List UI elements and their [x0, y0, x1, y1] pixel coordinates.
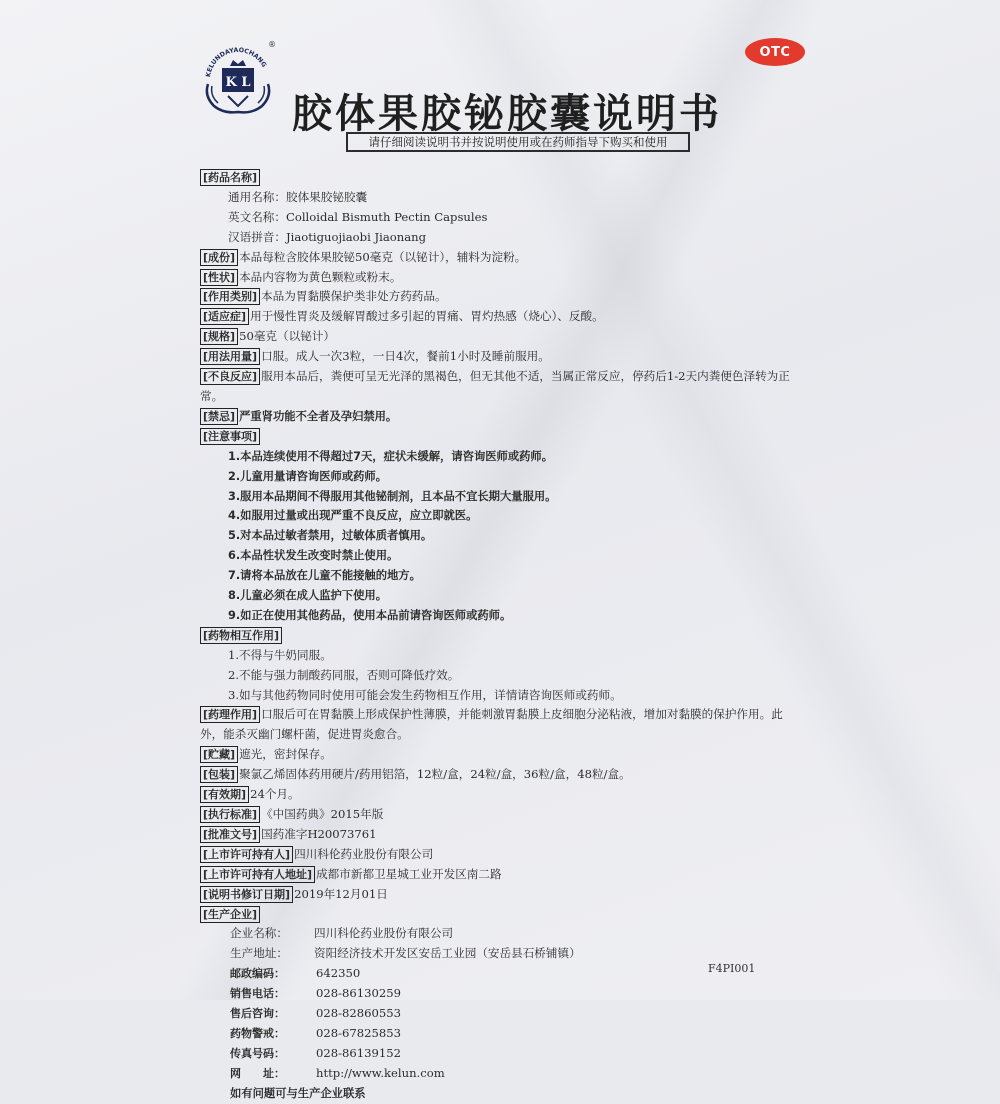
interactions-label: [药物相互作用]: [200, 627, 282, 644]
sales-tel: 028-86130259: [316, 986, 402, 1001]
holder-label: [上市许可持有人]: [200, 846, 293, 863]
interaction-item: 2.不能与强力制酸药同服，否则可降低疗效。: [228, 667, 460, 682]
production-address: 资阳经济技术开发区安岳工业园（安岳县石桥铺镇）: [314, 946, 581, 961]
adverse-label: [不良反应]: [200, 368, 260, 385]
holder-address-text: 成都市新都卫星城工业开发区南二路: [316, 866, 502, 881]
website-url: http://www.kelun.com: [316, 1065, 445, 1080]
generic-name-label: 通用名称：: [228, 189, 286, 204]
fax-number: 028-86139152: [316, 1045, 402, 1060]
indications-text: 用于慢性胃炎及缓解胃酸过多引起的胃痛、胃灼热感（烧心）、反酸。: [250, 309, 604, 324]
precaution-item: 1.本品连续使用不得超过7天，症状未缓解，请咨询医师或药师。: [228, 449, 554, 463]
company-name-label: 企业名称：: [230, 926, 288, 941]
sales-tel-label: 销售电话：: [230, 987, 285, 1001]
document-code: F4PI001: [708, 962, 756, 975]
approval-text: 国药准字H20073761: [261, 826, 377, 841]
validity-label: [有效期]: [200, 786, 249, 803]
english-name: Colloidal Bismuth Pectin Capsules: [285, 209, 488, 224]
adverse-text: 服用本品后，粪便可呈无光泽的黑褐色，但无其他不适，当属正常反应，停药后1-2天内粪便色泽转为正常。: [200, 369, 790, 403]
pinyin-name: Jiaotiguojiaobi Jiaonang: [285, 229, 426, 244]
pinyin-name-label: 汉语拼音：: [228, 229, 286, 244]
ingredients-text: 本品每粒含胶体果胶铋50毫克（以铋计），辅料为淀粉。: [239, 249, 527, 264]
contact-note: 如有问题可与生产企业联系: [230, 1086, 366, 1100]
postcode-label: 邮政编码：: [230, 967, 285, 981]
dosage-text: 口服。成人一次3粒，一日4次，餐前1小时及睡前服用。: [261, 349, 550, 364]
pharmacology-text: 口服后可在胃黏膜上形成保护性薄膜，并能刺激胃黏膜上皮细胞分泌粘液，增加对黏膜的保护作用。此外，能杀灭幽门螺杆菌，促进胃炎愈合。: [200, 707, 783, 742]
package-text: 聚氯乙烯固体药用硬片/药用铝箔，12粒/盒，24粒/盒，36粒/盒，48粒/盒。: [239, 767, 631, 782]
contraindications-text: 严重肾功能不全者及孕妇禁用。: [239, 409, 398, 423]
contraindications-label: [禁忌]: [200, 408, 238, 425]
standard-label: [执行标准]: [200, 806, 260, 823]
registered-mark: ®: [268, 40, 276, 49]
kelun-logo-icon: [200, 40, 276, 116]
interaction-item: 1.不得与牛奶同服。: [228, 647, 332, 662]
precautions-label: [注意事项]: [200, 428, 260, 445]
company-name: 四川科伦药业股份有限公司: [314, 926, 454, 941]
website-label: 网 址：: [230, 1066, 285, 1080]
spec-text: 50毫克（以铋计）: [239, 329, 335, 344]
precaution-item: 7.请将本品放在儿童不能接触的地方。: [228, 569, 421, 583]
approval-label: [批准文号]: [200, 826, 260, 843]
holder-text: 四川科伦药业股份有限公司: [294, 846, 434, 861]
pharmacovigilance-label: 药物警戒：: [230, 1026, 285, 1040]
standard-text: 《中国药典》2015年版: [261, 807, 384, 821]
logo-mark: K L: [225, 75, 251, 90]
ingredients-label: [成份]: [200, 249, 238, 266]
leaflet-title: 胶体果胶铋胶囊说明书: [292, 91, 722, 137]
revision-date-label: [说明书修订日期]: [200, 886, 293, 903]
after-sales-label: 售后咨询：: [230, 1007, 285, 1021]
fax-label: 传真号码：: [230, 1046, 285, 1060]
production-address-label: 生产地址：: [230, 946, 288, 961]
pharmacology-label: [药理作用]: [200, 706, 260, 723]
precaution-item: 4.如服用过量或出现严重不良反应，应立即就医。: [228, 509, 478, 523]
precaution-item: 2.儿童用量请咨询医师或药师。: [228, 469, 388, 483]
precaution-item: 6.本品性状发生改变时禁止使用。: [228, 549, 399, 563]
precaution-item: 3.服用本品期间不得服用其他铋制剂，且本品不宜长期大量服用。: [228, 489, 557, 503]
storage-label: [贮藏]: [200, 746, 238, 763]
english-name-label: 英文名称：: [228, 209, 286, 224]
revision-date-text: 2019年12月01日: [294, 886, 388, 901]
precaution-item: 8.儿童必须在成人监护下使用。: [228, 589, 388, 603]
interaction-item: 3.如与其他药物同时使用可能会发生药物相互作用，详情请咨询医师或药师。: [228, 687, 622, 702]
after-sales-tel: 028-82860553: [316, 1006, 402, 1021]
holder-address-label: [上市许可持有人地址]: [200, 866, 315, 883]
logo-arc-text: KELUNDAYAOCHANG: [205, 46, 268, 78]
storage-text: 遮光，密封保存。: [239, 747, 332, 762]
dosage-label: [用法用量]: [200, 348, 260, 365]
drug-name-label: [药品名称]: [200, 169, 260, 186]
appearance-text: 本品内容物为黄色颗粒或粉末。: [239, 269, 402, 284]
generic-name: 胶体果胶铋胶囊: [285, 189, 368, 204]
otc-badge: OTC: [745, 38, 805, 66]
category-label: [作用类别]: [200, 288, 260, 305]
precaution-item: 5.对本品过敏者禁用，过敏体质者慎用。: [228, 529, 433, 543]
usage-notice: 请仔细阅读说明书并按说明使用或在药师指导下购买和使用: [346, 132, 690, 152]
manufacturer-label: [生产企业]: [200, 906, 260, 923]
appearance-label: [性状]: [200, 269, 238, 286]
precaution-item: 9.如正在使用其他药品，使用本品前请咨询医师或药师。: [228, 608, 512, 622]
spec-label: [规格]: [200, 328, 238, 345]
category-text: 本品为胃黏膜保护类非处方药药品。: [261, 289, 447, 304]
validity-text: 24个月。: [250, 787, 300, 802]
package-label: [包装]: [200, 766, 238, 783]
pharmacovigilance-tel: 028-67825853: [316, 1025, 402, 1040]
postcode: 642350: [316, 966, 361, 981]
indications-label: [适应症]: [200, 308, 249, 325]
